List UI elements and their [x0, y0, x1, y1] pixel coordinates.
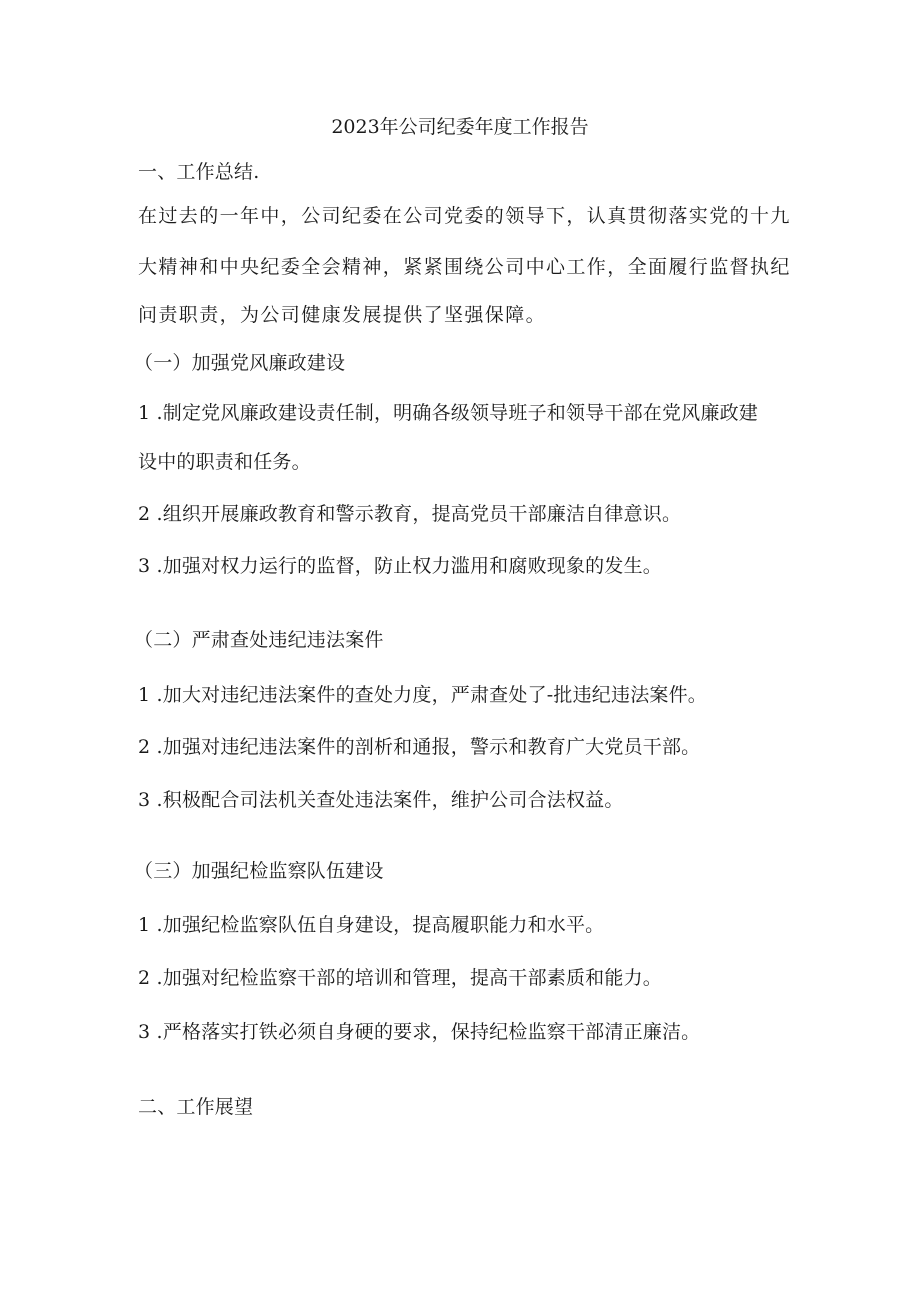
list-item: 1 .制定党风廉政建设责任制，明确各级领导班子和领导干部在党风廉政建 [138, 402, 758, 424]
subsection-heading-1: （一）加强党风廉政建设 [134, 352, 346, 374]
list-item: 设中的职责和任务。 [138, 451, 311, 473]
list-item: 2 .组织开展廉政教育和警示教育，提高党员干部廉洁自律意识。 [138, 503, 682, 525]
list-item: 1 .加大对违纪违法案件的查处力度，严肃查处了-批违纪违法案件。 [138, 684, 707, 706]
intro-line-2: 大精神和中央纪委全会精神，紧紧围绕公司中心工作，全面履行监督执纪 [138, 256, 791, 278]
intro-line-3: 问责职责，为公司健康发展提供了坚强保障。 [138, 304, 547, 326]
section-heading-outlook: 二、工作展望 [138, 1096, 254, 1118]
list-item: 1 .加强纪检监察队伍自身建设，提高履职能力和水平。 [138, 914, 605, 936]
subsection-heading-3: （三）加强纪检监察队伍建设 [134, 860, 384, 882]
list-item: 2 .加强对纪检监察干部的培训和管理，提高干部素质和能力。 [138, 967, 662, 989]
subsection-heading-2: （二）严肃查处违纪违法案件 [134, 629, 384, 651]
list-item: 3 .加强对权力运行的监督，防止权力滥用和腐败现象的发生。 [138, 555, 662, 577]
section-heading-summary: 一、工作总结. [138, 161, 260, 183]
list-item: 3 .积极配合司法机关查处违法案件，维护公司合法权益。 [138, 789, 624, 811]
intro-line-1: 在过去的一年中，公司纪委在公司党委的领导下，认真贯彻落实党的十九 [138, 205, 791, 227]
list-item: 3 .严格落实打铁必须自身硬的要求，保持纪检监察干部清正廉洁。 [138, 1021, 701, 1043]
document-title: 2023年公司纪委年度工作报告 [331, 116, 589, 138]
list-item: 2 .加强对违纪违法案件的剖析和通报，警示和教育广大党员干部。 [138, 736, 701, 758]
